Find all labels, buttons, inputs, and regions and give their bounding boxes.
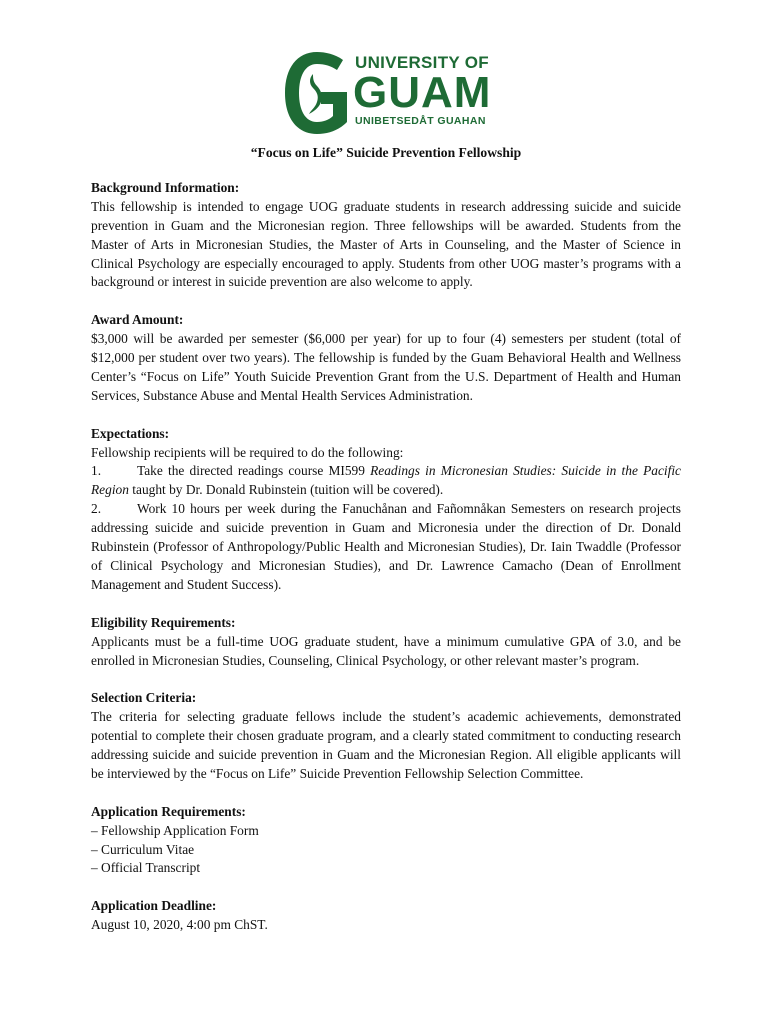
background-section <box>91 179 681 292</box>
expectations-section <box>91 425 681 595</box>
document-title: “Focus on Life” Suicide Prevention Fellowship <box>250 145 522 160</box>
document-body <box>91 144 681 954</box>
expectation-item-2 <box>91 500 681 595</box>
award-text: $3,000 will be awarded per semester ($6,000 per year) for up to four (4) semesters per student (total of $12,000 per student over two years). The fellowship is funded by the Guam Behavioral Health and Wellness Center’s “Focus on Life” Youth Suicide Prevention Grant from the U.S. Department of Health and Human Services, Substance Abuse and Mental Health Services Administration. <box>91 331 681 403</box>
logo-wordmark <box>355 54 491 128</box>
selection-text: The criteria for selecting graduate fellows include the student’s academic achievements, demonstrated potential to complete their chosen graduate program, and a clearly stated commitment to conducting research addressing suicide and suicide prevention in Guam and the Micronesian Region. All eligible applicants will be interviewed by the “Focus on Life” Suicide Prevention Fellowship Selection Committee. <box>91 709 681 781</box>
application-item-transcript: – Official Transcript <box>91 860 201 876</box>
expectations-intro: Fellowship recipients will be required to do the following: <box>91 444 404 460</box>
university-logo <box>283 52 493 134</box>
logo-line-2: GUAM <box>353 68 492 117</box>
award-section <box>91 311 681 406</box>
eligibility-text: Applicants must be a full-time UOG graduate student, have a minimum cumulative GPA of 3.0, and be enrolled in Micronesian Studies, Counseling, Clinical Psychology, or other relevant master’s program. <box>91 633 681 668</box>
expectation-item-1 <box>91 462 681 500</box>
deadline-text: August 10, 2020, 4:00 pm ChST. <box>91 917 268 933</box>
expectation-item-1-pre: Take the directed readings course MI599 <box>137 463 371 479</box>
expectation-item-1-number: 1. <box>91 463 102 479</box>
selection-section <box>91 689 681 784</box>
application-item-form: – Fellowship Application Form <box>91 822 259 838</box>
background-text: This fellowship is intended to engage UOG graduate students in research addressing suicide and suicide prevention in Guam and the Micronesian region. Three fellowships will be awarded. Students from the Master of Arts in Micronesian Studies, the Master of Arts in Counseling, and the Master of Science in Clinical Psychology are especially encouraged to apply. Students from other UOG master’s programs with a background or interest in suicide prevention are also welcome to apply. <box>91 198 681 290</box>
application-item-cv: – Curriculum Vitae <box>91 841 195 857</box>
eligibility-section <box>91 614 681 671</box>
background-heading: Background Information: <box>91 179 240 195</box>
expectation-item-1-course-title: Readings in Micronesian Studies: Suicide in the Pacific Region <box>91 463 682 498</box>
expectations-heading: Expectations: <box>91 425 170 441</box>
award-heading: Award Amount: <box>91 312 184 328</box>
eligibility-heading: Eligibility Requirements: <box>91 614 236 630</box>
expectation-item-2-text: Work 10 hours per week during the Fanuchånan and Fañomnåkan Semesters on research projects addressing suicide and suicide prevention in Guam and Micronesia under the direction of Dr. Donald Rubinstein (Professor of Anthropology/Public Health and Micronesian Studies), Dr. Iain Twaddle (Professor of Clinical Psychology and Micronesian Studies), and Dr. Lawrence Camacho (Dean of Enrollment Management and Student Success). <box>91 501 681 592</box>
logo-line-3: UNIBETSEDÅT GUAHAN <box>355 115 486 127</box>
guam-g-emblem-icon <box>283 52 353 134</box>
expectation-item-2-number: 2. <box>91 501 102 517</box>
application-section <box>91 803 681 879</box>
deadline-heading: Application Deadline: <box>91 898 217 914</box>
selection-heading: Selection Criteria: <box>91 690 197 706</box>
application-heading: Application Requirements: <box>91 803 246 819</box>
deadline-section <box>91 897 681 935</box>
expectation-item-1-post: taught by Dr. Donald Rubinstein (tuition will be covered). <box>128 482 444 498</box>
logo-line-1: UNIVERSITY OF <box>355 53 489 72</box>
